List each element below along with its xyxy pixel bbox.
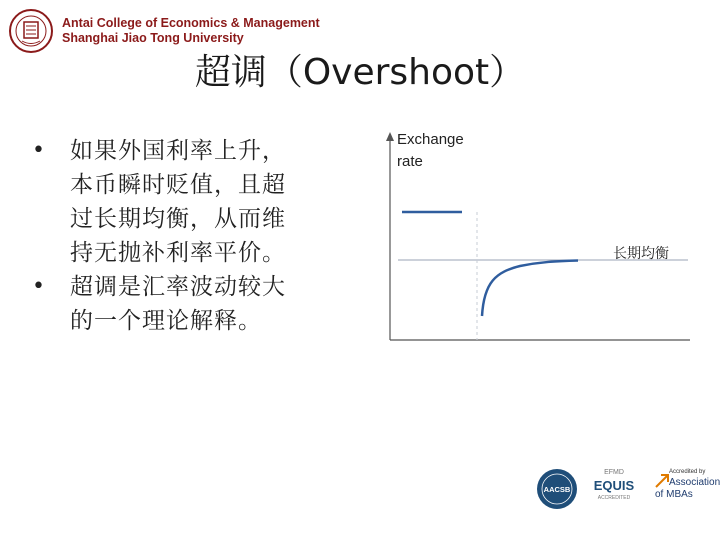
bullet-item-2 [30, 270, 330, 338]
bullet-line: 过长期均衡，从而维 [70, 206, 286, 232]
bullet-line: 的一个理论解释。 [70, 308, 262, 334]
long-run-equilibrium-label: 长期均衡 [613, 246, 669, 262]
amba-logo [655, 468, 720, 514]
college-name-line2: Shanghai Jiao Tong University [62, 31, 244, 45]
bullet-dot-icon: • [32, 138, 46, 163]
y-axis-label [397, 129, 464, 173]
amba-text-line1: Association [669, 477, 720, 488]
amba-top-text: Accredited by [669, 469, 706, 475]
bullet-list [30, 134, 330, 338]
college-name-line1: Antai College of Economics & Management [62, 16, 320, 30]
equis-top-text: EFMD [604, 469, 624, 476]
y-axis-arrow-icon [386, 132, 394, 141]
bullet-line: 如果外国利率上升， [70, 138, 286, 164]
bullet-line: 本币瞬时贬值，且超 [70, 172, 286, 198]
aacsb-logo [536, 468, 578, 510]
y-axis-label-line1: Exchange [397, 131, 464, 148]
overshoot-adjustment-curve [482, 261, 578, 317]
equis-logo [586, 468, 642, 514]
slide-title: 超调（Overshoot） [194, 52, 526, 93]
bullet-line: 超调是汇率波动较大 [70, 274, 286, 300]
bullet-dot-icon: • [32, 274, 46, 299]
bullet-line: 持无抛补利率平价。 [70, 240, 286, 266]
amba-arrow-icon [655, 474, 669, 488]
equis-sub-text: ACCREDITED [597, 495, 631, 501]
bullet-item-1 [30, 134, 330, 270]
y-axis-label-line2: rate [397, 153, 423, 170]
aacsb-text: AACSB [543, 485, 571, 494]
equis-main-text: EQUIS [593, 478, 635, 493]
college-name [62, 16, 320, 46]
amba-text-line2: of MBAs [655, 489, 693, 500]
